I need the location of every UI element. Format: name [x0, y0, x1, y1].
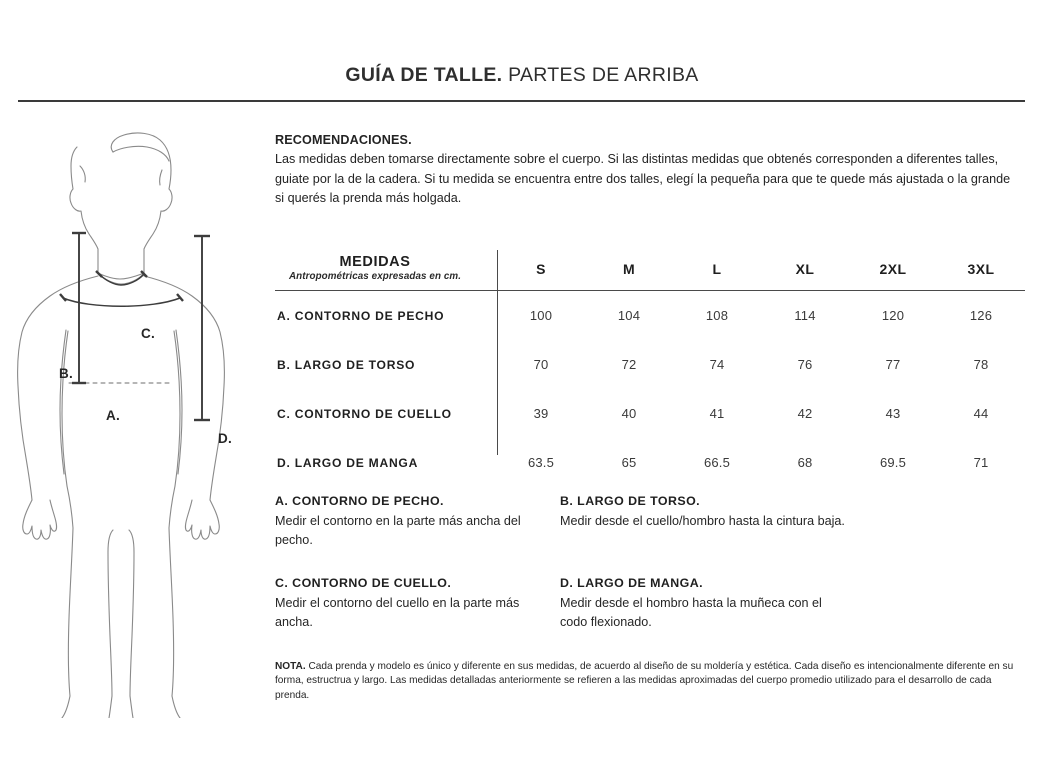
measurements-table: [275, 248, 1025, 487]
row-label-torso: B. LARGO DE TORSO: [277, 357, 416, 372]
cell-neck-m: 40: [621, 406, 637, 421]
cell-sleeve-s: 63.5: [527, 455, 555, 470]
size-header-3xl: 3XL: [967, 261, 995, 277]
definition-text-d: Medir desde el hombro hasta la muñeca con el codo flexionado.: [560, 596, 822, 629]
cell-neck-3xl: 44: [973, 406, 989, 421]
definition-text-c: Medir el contorno del cuello en la parte más ancha.: [275, 596, 520, 629]
cell-neck-2xl: 43: [885, 406, 901, 421]
definition-title-b: B. LARGO DE TORSO.: [560, 494, 701, 508]
size-header-s: S: [536, 261, 546, 277]
measures-header-cell: [275, 248, 497, 290]
figure-label-a: A.: [106, 408, 120, 423]
row-label-neck: C. CONTORNO DE CUELLO: [277, 406, 452, 421]
size-header-m: M: [622, 261, 636, 277]
note-section: [275, 660, 1023, 703]
cell-torso-l: 74: [709, 357, 725, 372]
size-header-xl: XL: [795, 261, 815, 277]
body-figure: [10, 118, 260, 718]
page-title-bold: GUÍA DE TALLE.: [345, 64, 503, 86]
measures-subtitle: Antropométricas expresadas en cm.: [288, 271, 462, 282]
cell-torso-xl: 76: [797, 357, 813, 372]
definition-item-b: [560, 494, 845, 550]
row-label-chest: A. CONTORNO DE PECHO: [277, 308, 445, 323]
definition-item-a: [275, 494, 560, 550]
cell-chest-2xl: 120: [881, 308, 905, 323]
definition-text-b: Medir desde el cuello/hombro hasta la cintura baja.: [560, 514, 845, 528]
definition-title-c: C. CONTORNO DE CUELLO.: [275, 576, 452, 590]
definition-title-a: A. CONTORNO DE PECHO.: [275, 494, 444, 508]
page-title: [0, 64, 1044, 87]
size-header-l: L: [712, 261, 722, 277]
table-row: [275, 389, 1025, 438]
cell-neck-xl: 42: [797, 406, 813, 421]
cell-neck-s: 39: [533, 406, 549, 421]
cell-sleeve-3xl: 71: [973, 455, 989, 470]
row-label-sleeve: D. LARGO DE MANGA: [277, 455, 419, 470]
measures-title: MEDIDAS: [339, 254, 411, 270]
measurements-table-wrap: [275, 248, 1025, 487]
cell-neck-l: 41: [709, 406, 725, 421]
note-text: Cada prenda y modelo es único y diferente en sus medidas, de acuerdo al diseño de su moldería y estética. Cada diseño es intencionalmente diferente en su forma, estructrua y largo. Las medidas detalladas anteriormente se refieren a las medidas aproximadas del cuerpo promedio utilizado para el desarrollo de cada prenda.: [275, 661, 1014, 701]
cell-chest-xl: 114: [794, 308, 816, 323]
definition-item-d: [560, 576, 845, 632]
table-header-row: [275, 248, 1025, 290]
definition-title-d: D. LARGO DE MANGA.: [560, 576, 704, 590]
recommendations-section: [275, 133, 1020, 209]
figure-label-d: D.: [218, 431, 232, 446]
body-figure-svg: [10, 118, 260, 718]
cell-sleeve-m: 65: [621, 455, 637, 470]
definitions-section: [275, 494, 875, 632]
cell-torso-s: 70: [533, 357, 549, 372]
cell-chest-3xl: 126: [969, 308, 993, 323]
cell-torso-3xl: 78: [973, 357, 989, 372]
size-header-2xl: 2XL: [879, 261, 907, 277]
cell-chest-m: 104: [617, 308, 641, 323]
definition-text-a: Medir el contorno en la parte más ancha del pecho.: [275, 514, 521, 547]
page-title-regular: PARTES DE ARRIBA: [508, 64, 699, 86]
cell-chest-l: 108: [705, 308, 729, 323]
table-vertical-divider: [497, 250, 498, 455]
note-label: NOTA.: [275, 661, 306, 672]
cell-sleeve-xl: 68: [797, 455, 813, 470]
header-divider: [18, 100, 1025, 102]
cell-torso-2xl: 77: [885, 357, 901, 372]
table-row: [275, 438, 1025, 487]
figure-label-b: B.: [59, 366, 73, 381]
cell-sleeve-l: 66.5: [703, 455, 731, 470]
recommendations-body: Las medidas deben tomarse directamente sobre el cuerpo. Si las distintas medidas que obtenés corresponden a diferentes talles, guiate por la de la cadera. Si tu medida se encuentra entre dos talles, elegí la pequeña para que te quede más ajustada o la grande si querés la prenda más holgada.: [275, 152, 1011, 205]
definition-item-c: [275, 576, 560, 632]
cell-torso-m: 72: [621, 357, 637, 372]
cell-chest-s: 100: [529, 308, 553, 323]
table-row: [275, 340, 1025, 389]
recommendations-title: RECOMENDACIONES.: [275, 133, 412, 147]
cell-sleeve-2xl: 69.5: [879, 455, 907, 470]
table-row: [275, 291, 1025, 340]
figure-label-c: C.: [141, 326, 155, 341]
